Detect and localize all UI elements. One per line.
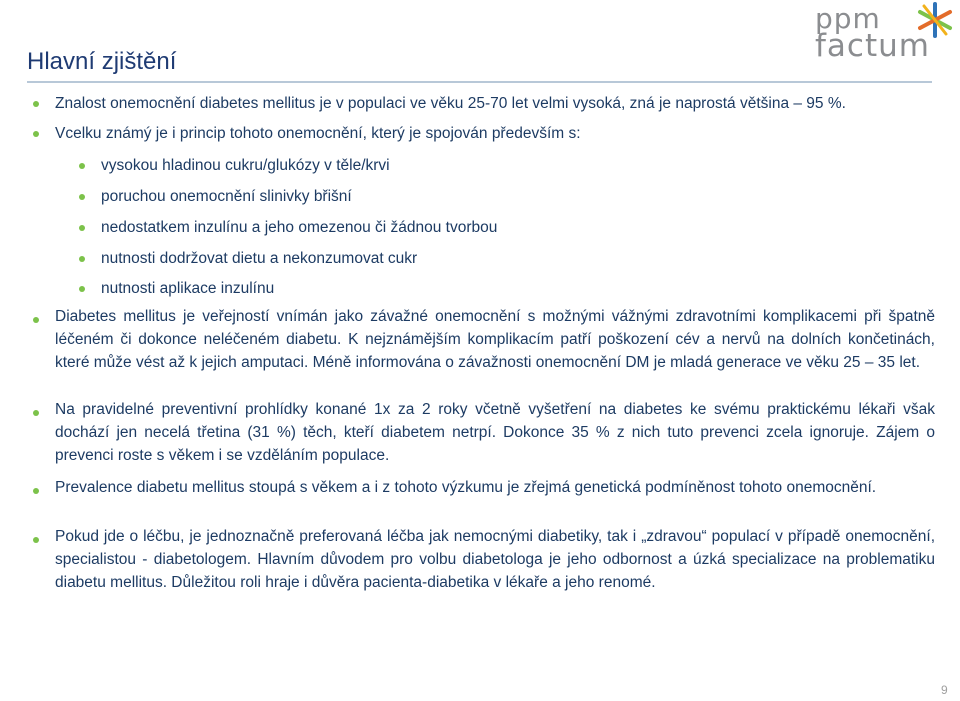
sub-bullet-2 [79,194,85,200]
finding-awareness: Znalost onemocnění diabetes mellitus je v populaci ve věku 25-70 let velmi vysoká, zná je naprostá většina – 95 %. [55,95,846,112]
bullet-5 [33,488,39,494]
bullet-2 [33,131,39,137]
sub-bullet-3 [79,225,85,231]
page-number: 9 [941,683,948,697]
bullet-6 [33,537,39,543]
principle-item-3: nedostatkem inzulínu a jeho omezenou či žádnou tvorbou [101,219,498,236]
sub-bullet-5 [79,286,85,292]
principle-item-4: nutnosti dodržovat dietu a nekonzumovat cukr [101,250,418,267]
page-title: Hlavní zjištění [27,48,177,75]
principle-item-1: vysokou hladinou cukru/glukózy v těle/krvi [101,157,390,174]
finding-prevalence: Prevalence diabetu mellitus stoupá s věkem a i z tohoto výzkumu je zřejmá genetická podmíněnost tohoto onemocnění. [55,479,877,496]
sub-bullet-1 [79,163,85,169]
logo-text-line2: factum [815,28,930,64]
finding-seriousness: Diabetes mellitus je veřejností vnímán jako závažné onemocnění s možnými vážnými zdravotními komplikacemi při špatně léčeném či dokonce neléčeném diabetu. K nejznámějším komplikacím patří poškození cév a nervů na dolních končetinách, které může vést až k jejich amputaci. Méně informována o závažnosti onemocnění DM je mladá generace ve věku 25 – 35 let. [55,308,935,371]
sub-bullet-4 [79,256,85,262]
finding-principle: Vcelku známý je i princip tohoto onemocnění, který je spojován především s: [55,125,581,142]
bullet-4 [33,410,39,416]
logo-text-line1: ppm [815,2,881,35]
finding-treatment: Pokud jde o léčbu, je jednoznačně preferovaná léčba jak nemocnými diabetiky, tak i „zdravou“ populací v případě onemocnění, specialistou - diabetologem. Hlavním důvodem pro volbu diabetologa je jeho odbornost a úzká specializace na problematiku diabetu mellitus. Důležitou roli hraje i důvěra pacienta-diabetika v lékaře a jeho renomé. [55,528,935,591]
principle-item-5: nutnosti aplikace inzulínu [101,280,275,297]
finding-prevention: Na pravidelné preventivní prohlídky konané 1x za 2 roky včetně vyšetření na diabetes ke svému praktickému lékaři však dochází jen necelá třetina (31 %) těch, kteří diabetem netrpí. Dokonce 35 % z nich tuto prevenci zcela ignoruje. Zájem o prevenci roste s věkem i se vzděláním populace. [55,401,935,464]
bullet-3 [33,317,39,323]
bullet-1 [33,101,39,107]
principle-item-2: poruchou onemocnění slinivky břišní [101,188,352,205]
